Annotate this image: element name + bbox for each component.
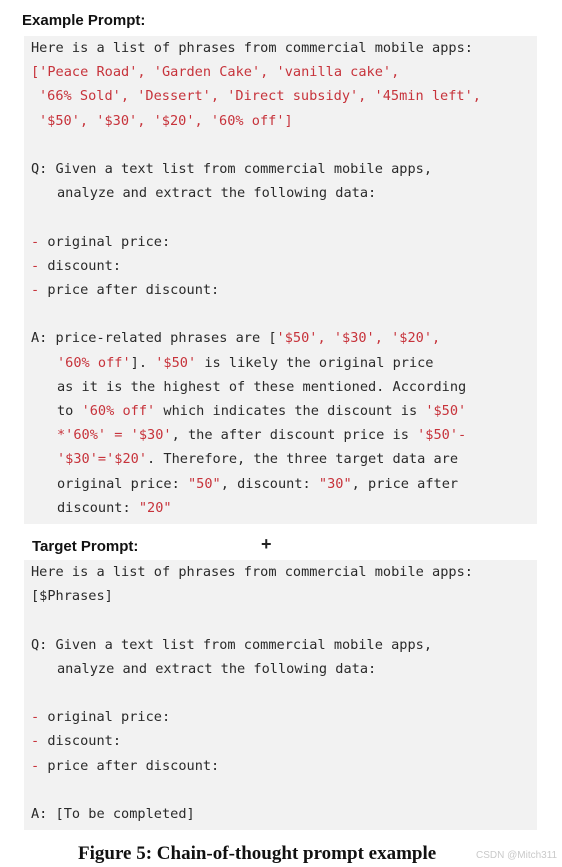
code-line bbox=[31, 233, 170, 251]
string-token: '60% off' bbox=[57, 354, 131, 371]
text-token: A: price-related phrases are [ bbox=[31, 330, 277, 347]
text-token: discount: bbox=[47, 257, 122, 274]
code-line bbox=[31, 732, 121, 750]
text-token: ]. bbox=[130, 354, 156, 371]
text-token: original price: bbox=[47, 233, 171, 250]
string-token: "20" bbox=[138, 499, 172, 516]
code-line bbox=[31, 563, 473, 581]
example-prompt-box bbox=[24, 36, 537, 524]
string-token: '$50', '$30', '$20', '60% off'] bbox=[39, 112, 293, 129]
target-prompt-box bbox=[24, 560, 537, 830]
code-line bbox=[31, 329, 440, 347]
code-line bbox=[57, 499, 172, 517]
code-line bbox=[57, 402, 466, 420]
code-line bbox=[31, 257, 121, 275]
text-token: original price: bbox=[57, 475, 188, 492]
code-line bbox=[57, 450, 458, 468]
text-token: price after discount: bbox=[47, 282, 220, 298]
code-line bbox=[39, 112, 293, 130]
text-token: which indicates the discount is bbox=[155, 403, 426, 419]
text-token: discount: bbox=[47, 733, 122, 750]
target-prompt-title: Target Prompt: bbox=[32, 538, 139, 555]
code-line bbox=[31, 636, 432, 654]
string-token: "30" bbox=[318, 475, 352, 492]
code-line bbox=[31, 281, 219, 299]
string-token: *'60%' = '$30' bbox=[57, 427, 172, 444]
example-prompt-title: Example Prompt: bbox=[22, 12, 146, 29]
text-token: . Therefore, the three target data are bbox=[147, 451, 459, 468]
code-line bbox=[39, 87, 481, 105]
string-token: - bbox=[31, 733, 48, 750]
plus-icon: + bbox=[261, 534, 272, 554]
code-line bbox=[57, 475, 458, 493]
text-token: A: [To be completed] bbox=[31, 806, 195, 822]
text-token: Q: Given a text list from commercial mobile apps, bbox=[31, 161, 433, 177]
text-token: [$Phrases] bbox=[31, 588, 113, 605]
figure-caption: Figure 5: Chain-of-thought prompt example bbox=[78, 843, 437, 864]
text-token: Here is a list of phrases from commercial mobile apps: bbox=[31, 564, 473, 580]
string-token: - bbox=[31, 233, 48, 250]
string-token: '$50' bbox=[425, 403, 467, 419]
string-token: '$50'- bbox=[417, 427, 467, 444]
code-line bbox=[31, 805, 195, 823]
code-line bbox=[31, 757, 219, 775]
text-token: , discount: bbox=[220, 475, 319, 492]
code-line bbox=[57, 660, 376, 678]
text-token: analyze and extract the following data: bbox=[57, 185, 377, 202]
code-line bbox=[31, 587, 113, 605]
string-token: - bbox=[31, 757, 48, 774]
code-line bbox=[31, 39, 473, 57]
code-line bbox=[31, 708, 170, 726]
text-token: is likely the original price bbox=[196, 354, 434, 371]
code-line bbox=[57, 426, 466, 444]
string-token: '66% Sold', 'Dessert', 'Direct subsidy', '45min left', bbox=[39, 88, 481, 105]
text-token: analyze and extract the following data: bbox=[57, 660, 377, 677]
string-token: '$50', '$30', '$20', bbox=[276, 330, 441, 347]
watermark: CSDN @Mitch311 bbox=[476, 850, 558, 861]
code-line bbox=[57, 184, 376, 202]
text-token: Q: Given a text list from commercial mobile apps, bbox=[31, 636, 433, 653]
string-token: '60% off' bbox=[81, 403, 156, 419]
code-line bbox=[31, 160, 432, 178]
code-line bbox=[57, 354, 434, 372]
string-token: '$50' bbox=[155, 354, 197, 371]
text-token: , price after bbox=[351, 475, 459, 492]
text-token: discount: bbox=[57, 499, 139, 516]
string-token: '$30'='$20' bbox=[57, 451, 148, 468]
string-token: ['Peace Road', 'Garden Cake', 'vanilla cake', bbox=[31, 64, 400, 81]
text-token: Here is a list of phrases from commercial mobile apps: bbox=[31, 40, 473, 56]
text-token: price after discount: bbox=[47, 757, 220, 774]
code-line bbox=[31, 63, 399, 81]
text-token: , the after discount price is bbox=[171, 427, 418, 444]
string-token: - bbox=[31, 709, 48, 726]
text-token: to bbox=[57, 403, 82, 419]
string-token: - bbox=[31, 282, 48, 298]
code-line bbox=[57, 378, 466, 396]
text-token: as it is the highest of these mentioned. According bbox=[57, 378, 467, 395]
text-token: original price: bbox=[47, 709, 171, 726]
string-token: "50" bbox=[187, 475, 221, 492]
string-token: - bbox=[31, 257, 48, 274]
